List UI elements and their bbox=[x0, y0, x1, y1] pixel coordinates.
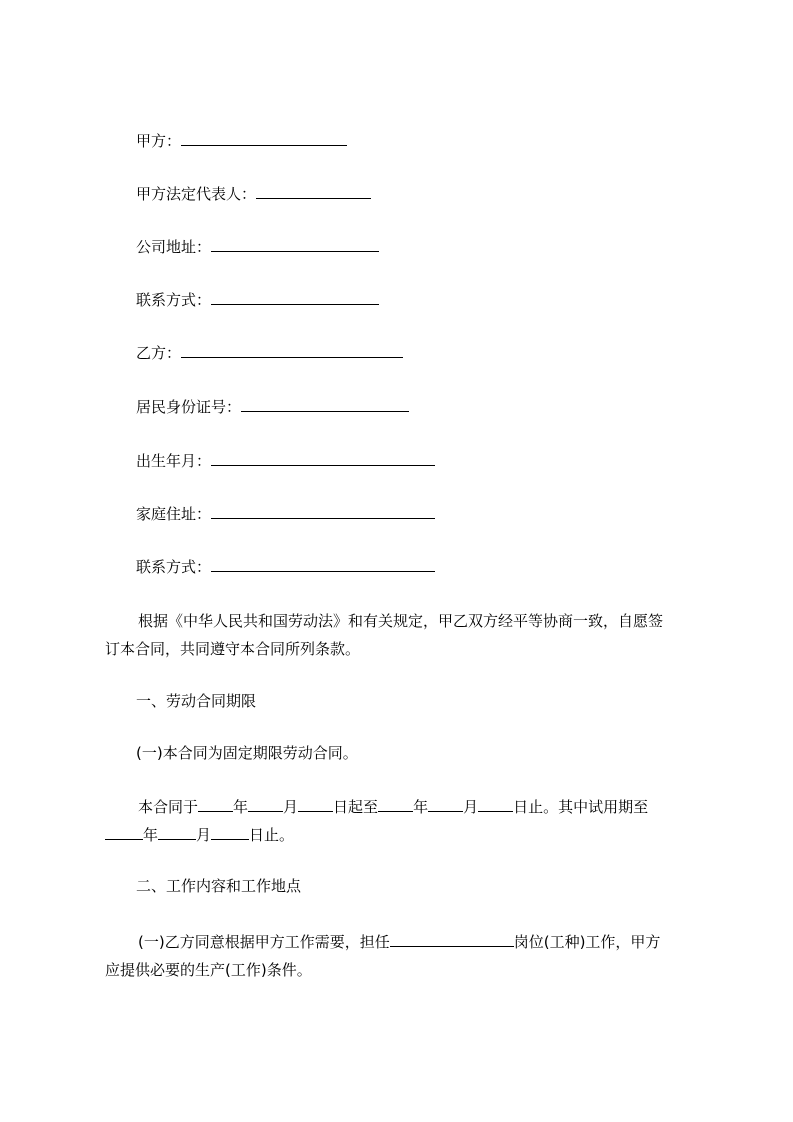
section-2-clause-1 bbox=[105, 928, 705, 984]
preamble-line-1: 根据《中华人民共和国劳动法》和有关规定，甲乙双方经平等协商一致，自愿签 bbox=[138, 612, 664, 630]
home-address-label: 家庭住址： bbox=[136, 505, 212, 523]
position-blank[interactable] bbox=[390, 932, 514, 947]
contract-term-line-2 bbox=[105, 821, 705, 849]
section-2-clause-1-line-2: 应提供必要的生产(工作)条件。 bbox=[105, 961, 312, 979]
start-month-blank[interactable] bbox=[248, 797, 283, 812]
probation-year-blank[interactable] bbox=[105, 825, 143, 840]
start-year-blank[interactable] bbox=[198, 797, 233, 812]
clause-1-text-a: (一)乙方同意根据甲方工作需要，担任 bbox=[138, 933, 390, 951]
section-2-heading: 二、工作内容和工作地点 bbox=[136, 877, 302, 895]
probation-year-label: 年 bbox=[143, 826, 159, 844]
home-address-blank[interactable] bbox=[211, 504, 435, 519]
company-address-field bbox=[136, 237, 379, 257]
party-b-contact-field bbox=[136, 557, 435, 577]
probation-day-blank[interactable] bbox=[211, 825, 249, 840]
party-b-blank[interactable] bbox=[181, 343, 403, 358]
contract-term-paragraph bbox=[105, 793, 705, 849]
section-1-clause-1: (一)本合同为固定期限劳动合同。 bbox=[136, 744, 358, 762]
party-a-contact-label: 联系方式： bbox=[136, 291, 212, 309]
birth-date-blank[interactable] bbox=[211, 451, 435, 466]
clause-1-text-b: 岗位(工种)工作，甲方 bbox=[513, 933, 661, 951]
company-address-blank[interactable] bbox=[211, 237, 379, 252]
end-year-blank[interactable] bbox=[378, 797, 413, 812]
birth-date-field bbox=[136, 451, 435, 471]
term-month-label: 月 bbox=[283, 798, 299, 816]
id-number-field bbox=[136, 397, 409, 417]
section-2-clause-1-line-1 bbox=[105, 928, 705, 956]
party-a-representative-blank[interactable] bbox=[256, 184, 371, 199]
party-a-blank[interactable] bbox=[181, 131, 347, 146]
party-a-contact-blank[interactable] bbox=[211, 290, 379, 305]
party-b-field bbox=[136, 343, 403, 363]
id-number-label: 居民身份证号： bbox=[136, 398, 242, 416]
home-address-field bbox=[136, 504, 435, 524]
probation-end-label: 日止。 bbox=[249, 826, 295, 844]
id-number-blank[interactable] bbox=[241, 397, 409, 412]
party-b-contact-label: 联系方式： bbox=[136, 558, 212, 576]
party-a-representative-label: 甲方法定代表人： bbox=[136, 185, 257, 203]
term-day-from-label: 日起至 bbox=[333, 798, 379, 816]
preamble-line-2: 订本合同，共同遵守本合同所列条款。 bbox=[105, 640, 361, 658]
party-b-label: 乙方： bbox=[136, 344, 182, 362]
section-1-heading: 一、劳动合同期限 bbox=[136, 692, 257, 710]
start-day-blank[interactable] bbox=[298, 797, 333, 812]
term-day-end-label: 日止。其中试用期至 bbox=[513, 798, 649, 816]
party-a-contact-field bbox=[136, 290, 379, 310]
contract-term-line-1 bbox=[105, 793, 705, 821]
party-b-contact-blank[interactable] bbox=[211, 557, 435, 572]
preamble-paragraph bbox=[105, 607, 705, 663]
term-end-year-label: 年 bbox=[413, 798, 429, 816]
birth-date-label: 出生年月： bbox=[136, 452, 212, 470]
probation-month-label: 月 bbox=[196, 826, 212, 844]
term-end-month-label: 月 bbox=[463, 798, 479, 816]
term-year-label: 年 bbox=[233, 798, 249, 816]
company-address-label: 公司地址： bbox=[136, 238, 212, 256]
term-prefix: 本合同于 bbox=[138, 798, 199, 816]
party-a-representative-field bbox=[136, 184, 371, 204]
end-day-blank[interactable] bbox=[478, 797, 513, 812]
end-month-blank[interactable] bbox=[428, 797, 463, 812]
probation-month-blank[interactable] bbox=[158, 825, 196, 840]
party-a-label: 甲方： bbox=[136, 132, 182, 150]
party-a-field bbox=[136, 131, 347, 151]
